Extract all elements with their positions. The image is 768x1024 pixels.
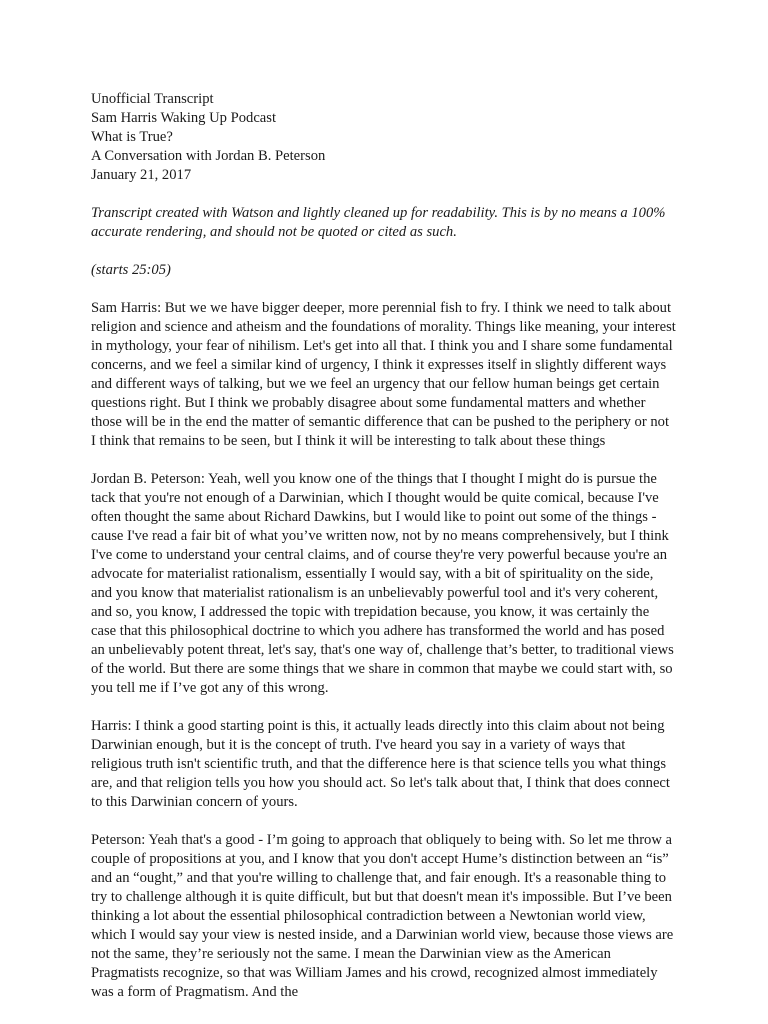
paragraph-harris-2: Harris: I think a good starting point is this, it actually leads directly into this claim about not being Darwinian enough, but it is the concept of truth. I've heard you say in a variety of ways that religious truth isn't scientific truth, and that the difference here is that science tells you what things are, and that religion tells you how you should act. So let's talk about that, I think that does connect to this Darwinian concern of yours. [91,718,670,810]
header-podcast: Sam Harris Waking Up Podcast [91,110,277,126]
header-date: January 21, 2017 [91,167,192,183]
paragraph-peterson-1: Jordan B. Peterson: Yeah, well you know one of the things that I thought I might do is pursue the tack that you're not enough of a Darwinian, which I thought would be quite comical, because I've often thought the same about Richard Dawkins, but I would like to point out some of the things - cause I've read a fair bit of what you’ve written now, not by no means comprehensively, but I think I've come to understand your central claims, and of course they're very powerful because you're an advocate for materialist rationalism, essentially I would say, with a bit of spirituality on the side, and you know that materialist rationalism is an unbelievably powerful tool and it's very coherent, and so, you know, I addressed the topic with trepidation because, you know, it was certainly the case that this philosophical doctrine to which you adhere has transformed the world and has posed an unbelievably potent threat, let's say, that's one way of, challenge that’s better, to traditional views of the world. But there are some things that we share in common that maybe we could start with, so you tell me if I’ve got any of this wrong. [91,471,674,696]
paragraph-harris-1: Sam Harris: But we we have bigger deeper, more perennial fish to fry. I think we need to talk about religion and science and atheism and the foundations of morality. Things like meaning, your interest in mythology, your fear of nihilism. Let's get into all that. I think you and I share some fundamental concerns, and we feel a similar kind of urgency, I think it expresses itself in slightly different ways and different ways of talking, but we we feel an urgency that our fellow human beings get certain questions right. But I think we probably disagree about some fundamental matters and whether those will be in the end the matter of semantic difference that can be pushed to the periphery or not I think that remains to be seen, but I think it will be interesting to talk about these things [91,300,676,449]
transcript-body [91,90,676,1002]
header-title: Unofficial Transcript [91,91,214,107]
paragraph-peterson-2: Peterson: Yeah that's a good - I’m going to approach that obliquely to being with. So let me throw a couple of propositions at you, and I know that you don't accept Hume’s distinction between an “is” and an “ought,” and that you're willing to challenge that, and fair enough. It's a reasonable thing to try to challenge although it is quite difficult, but but that doesn't mean it's impossible. But I’ve been thinking a lot about the essential philosophical contradiction between a Newtonian world view, which I would say your view is nested inside, and a Darwinian world view, because those views are not the same, they’re seriously not the same. I mean the Darwinian view as the American Pragmatists recognize, so that was William James and his crowd, recognized almost immediately was a form of Pragmatism. And the [91,832,674,1000]
header-episode: What is True? [91,129,173,145]
disclaimer-note: Transcript created with Watson and lightly cleaned up for readability. This is by no means a 100% accurate rendering, and should not be quoted or cited as such. [91,205,666,240]
start-timestamp: (starts 25:05) [91,262,171,278]
transcript-header [91,90,676,185]
header-guest: A Conversation with Jordan B. Peterson [91,148,326,164]
